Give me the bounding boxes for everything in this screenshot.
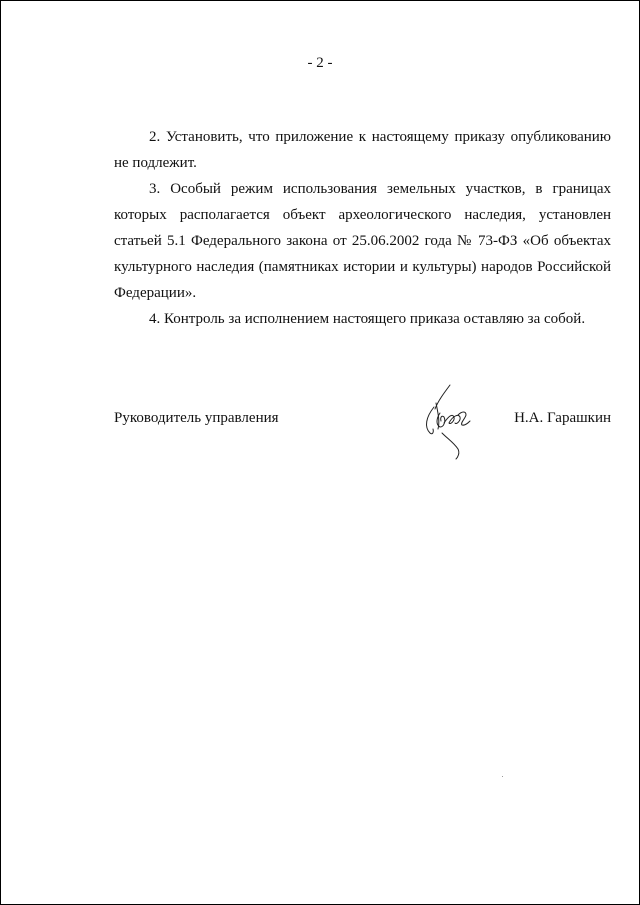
paragraph-item-4: 4. Контроль за исполнением настоящего приказа оставляю за собой. <box>149 311 586 327</box>
scan-artifact <box>502 776 503 777</box>
paragraph-item-3: 3. Особый режим использования земельных участков, в границах которых располагается объект археологического наследия, установлен статьей 5.1 Федерального закона от 25.06.2002 года № 73-ФЗ «Об объектах культурного наследия (памятниках истории и культуры) народов Российской Федерации». <box>114 181 611 301</box>
paragraph-item-2: 2. Установить, что приложение к настоящему приказу опубликованию не подлежит. <box>114 129 611 171</box>
signer-name: Н.А. Гарашкин <box>514 410 611 426</box>
signer-position: Руководитель управления <box>114 410 279 426</box>
document-body <box>114 124 611 332</box>
handwritten-signature-icon <box>422 383 482 461</box>
page-number: - 2 - <box>307 55 333 71</box>
signature-block <box>114 410 611 440</box>
